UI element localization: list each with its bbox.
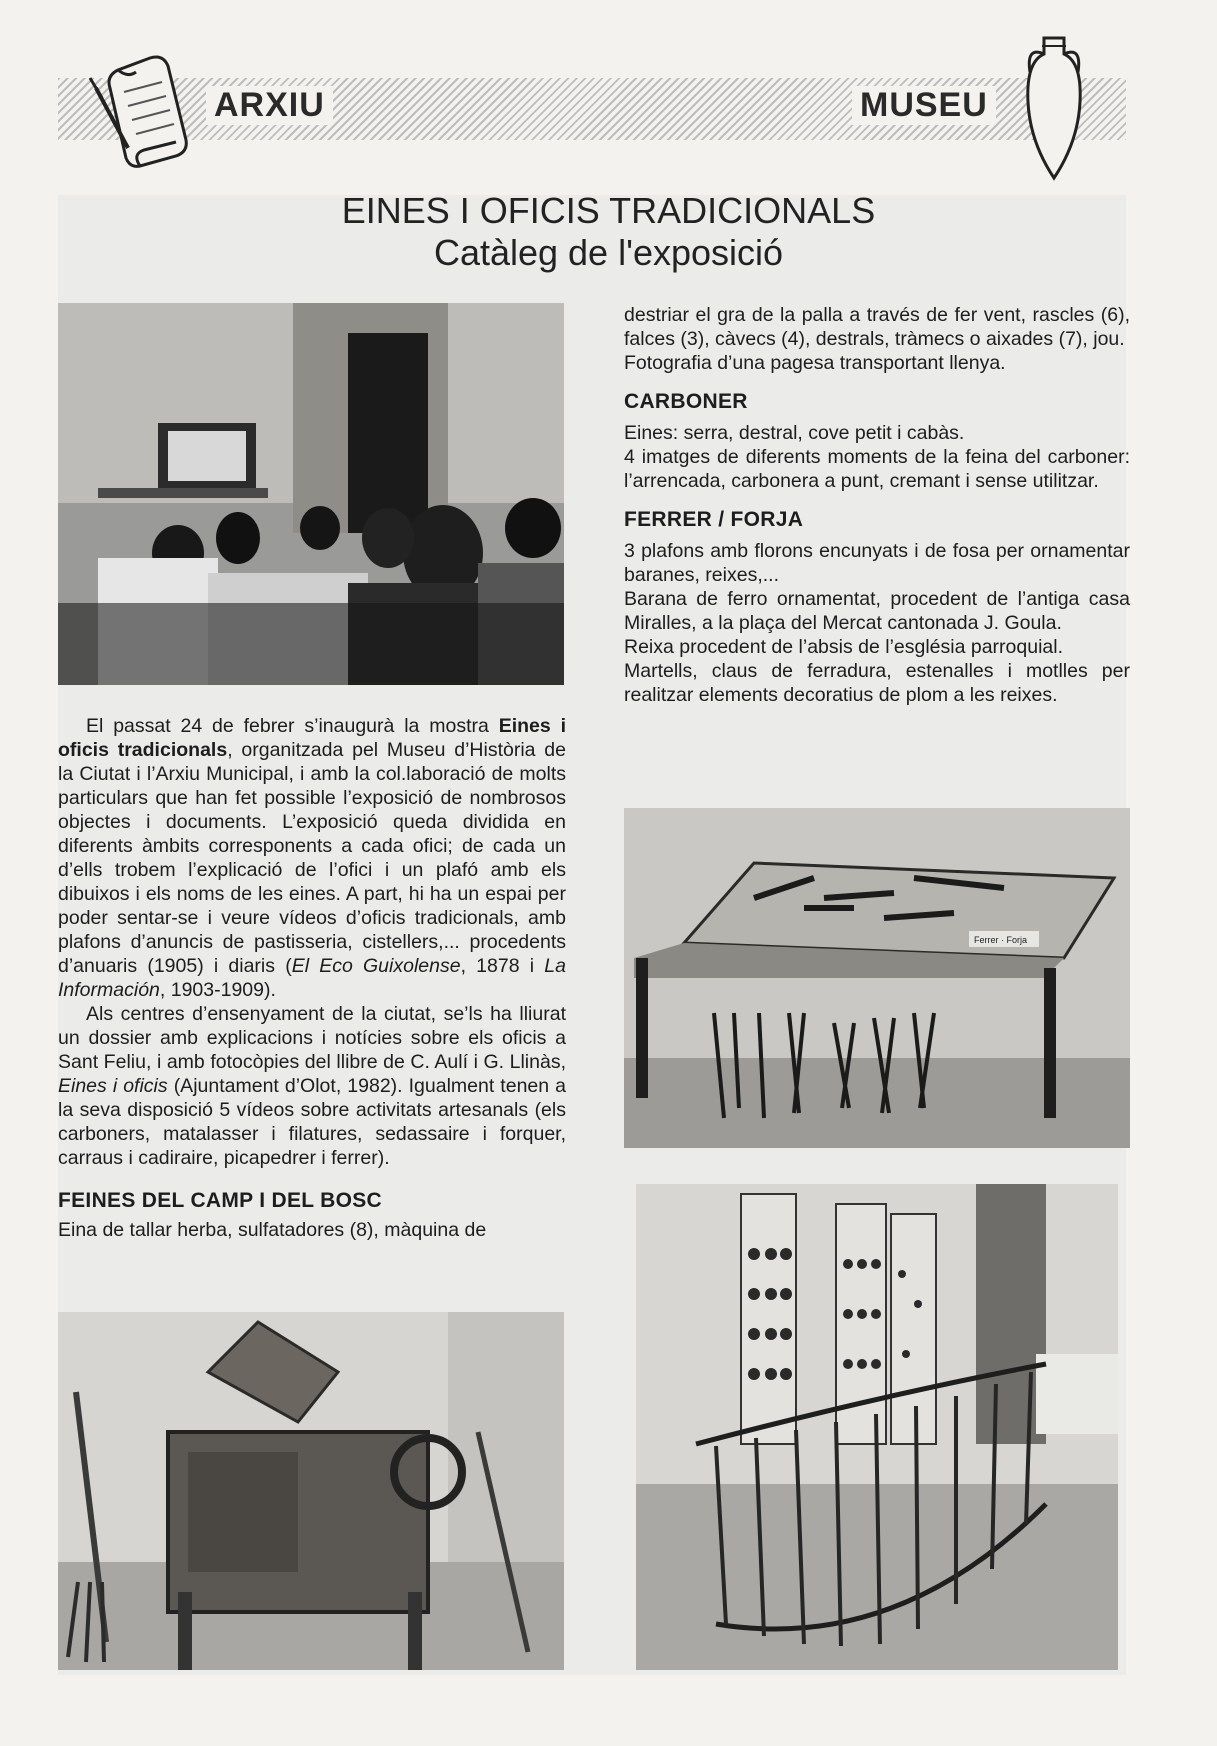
header-left-label: ARXIU [206,86,333,125]
section-heading-ferrer: FERRER / FORJA [624,508,804,531]
intro-paragraph [58,714,566,1002]
section-text-camp: Eina de tallar herba, sulfatadores (8), màquina de [58,1219,487,1241]
article-title [0,190,1217,274]
ferrer-grille: Reixa procedent de l’absis de l’església parroquial. [624,636,1064,658]
newspaper-title-2: La Información [58,955,566,1001]
scroll-icon [88,48,200,168]
ferrer-tools: Martells, claus de ferradura, estenalles i motlles per realitzar elements decoratius de plom a les reixes. [624,660,1130,706]
carboner-images: 4 imatges de diferents moments de la feina del carboner: l’arrencada, carbonera a punt, cremant i sense utilitzar. [624,446,1130,492]
book-title: Eines i oficis [58,1075,168,1097]
section-heading-camp: FEINES DEL CAMP I DEL BOSC [58,1189,383,1212]
carboner-tools: Eines: serra, destral, cove petit i cabàs. [624,422,965,444]
photo-forge-tools [624,808,1130,1148]
title-line-2: Catàleg de l'exposició [433,232,784,273]
photo-iron-railing [636,1184,1118,1670]
left-column [58,714,566,1242]
exhibition-name: Eines i oficis tradicionals [58,715,566,761]
newspaper-title-1: El Eco Guixolense [291,955,461,977]
table-label: Ferrer · Forja [974,935,1028,945]
section-heading-carboner: CARBONER [624,390,748,413]
intro-text: El passat 24 de febrer s’inaugurà la mostra [86,715,499,737]
photo-description: Fotografia d’una pagesa transportant llenya. [624,352,1006,374]
ferrer-panels: 3 plafons amb florons encunyats i de fosa per ornamentar baranes, reixes,... [624,540,1130,586]
schools-text-end: (Ajuntament d’Olot, 1982). Igualment tenen a la seva disposició 5 vídeos sobre activitats artesanals (els carboners, matalasser i filatures, sedassaire i forquer, carraus i cadiraire, picapedrer i ferrer). [58,1075,566,1169]
schools-paragraph [58,1002,566,1170]
intro-text-cont: , organitzada pel Museu d’Història de la Ciutat i l’Arxiu Municipal, i amb la col.laboració de molts particulars que han fet possible l’exposició de nombrosos objectes i documents. L’exposició queda dividida en diferents àmbits corresponents a cada ofici; de cada un d’ells trobem l’explicació de l’ofici i un plafó amb els dibuixos i els noms de les eines. A part, hi ha un espai per poder sentar-se i veure vídeos d’oficis tradicionals, amb plafons d’anuncis de pastisseria, cistellers,... procedents d’anuaris (1905) i diaris ( [58,739,566,977]
header-right-label: MUSEU [852,86,996,125]
photo-winnowing-machine [58,1312,564,1670]
ferrer-railing: Barana de ferro ornamentat, procedent de l’antiga casa Miralles, a la plaça del Mercat cantonada J. Goula. [624,588,1130,634]
intro-text-mid: , 1878 i [460,955,545,977]
continued-text: destriar el gra de la palla a través de fer vent, rascles (6), falces (3), càvecs (4), destrals, tràmecs o aixades (7), jou. [624,304,1130,350]
intro-text-end: , 1903-1909). [159,979,276,1001]
title-line-1: EINES I OFICIS TRADICIONALS [341,190,876,231]
right-column [624,303,1130,707]
schools-text: Als centres d’ensenyament de la ciutat, se’ls ha lliurat un dossier amb explicacions i notícies sobre els oficis a Sant Feliu, i amb fotocòpies del llibre de C. Aulí i G. Llinàs, [58,1003,566,1073]
amphora-icon [1018,32,1090,182]
photo-video-room [58,303,564,685]
